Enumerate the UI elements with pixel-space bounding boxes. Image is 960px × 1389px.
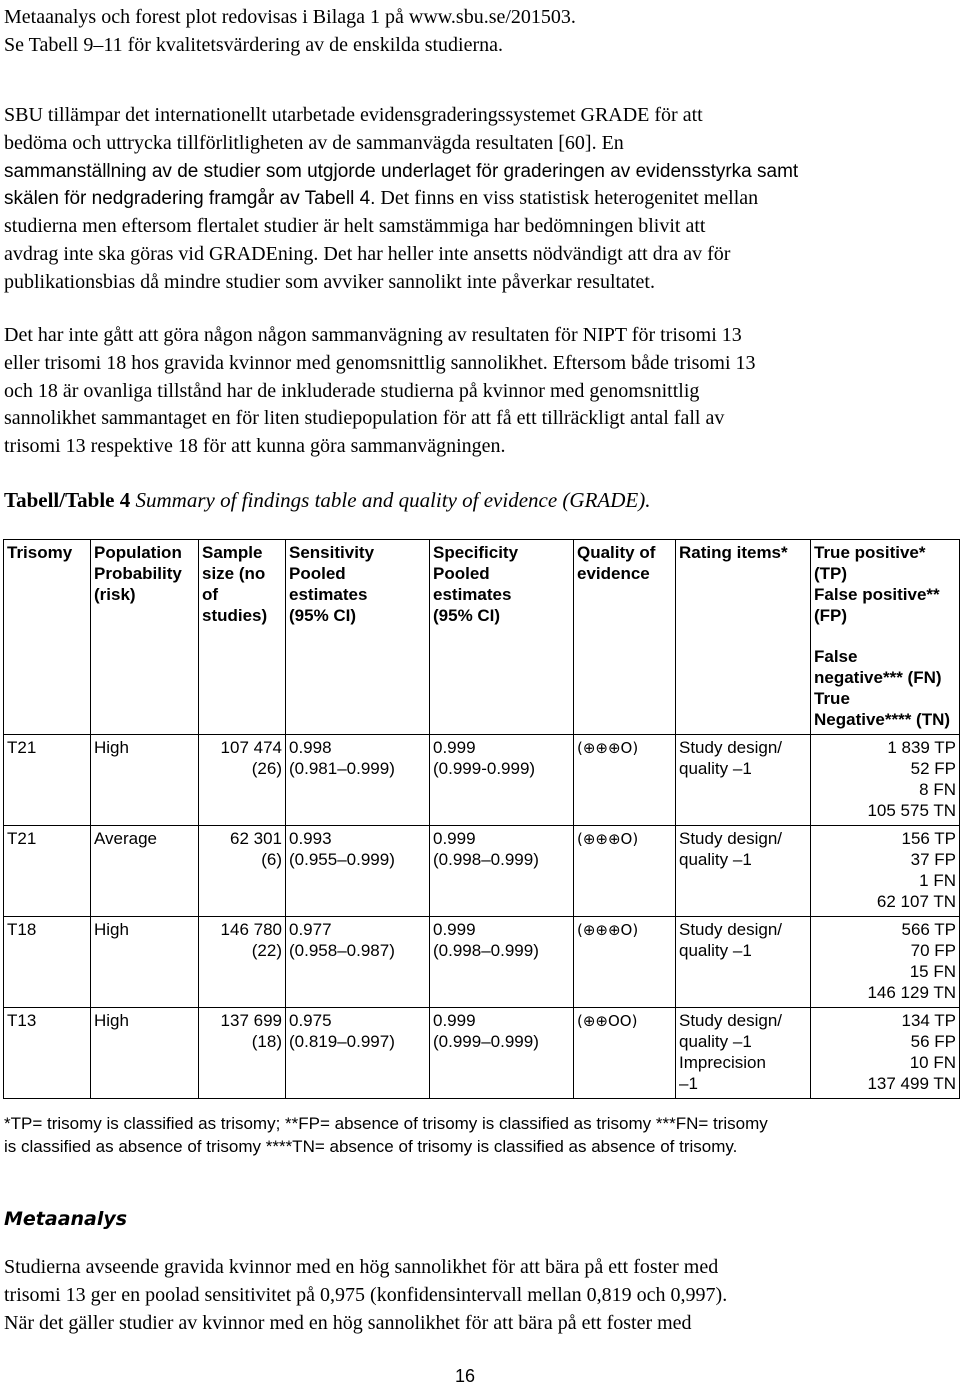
cell-sensitivity: 0.977 (0.958–0.987)	[286, 917, 430, 1008]
cell-sample: 146 780 (22)	[199, 917, 286, 1008]
cell-trisomy: T21	[4, 826, 91, 917]
text-line: eller trisomi 18 hos gravida kvinnor med genomsnittlig sannolikhet. Eftersom både trisomi 13	[4, 351, 756, 374]
text-line: Metaanalys och forest plot redovisas i Bilaga 1 på www.sbu.se/201503.	[4, 6, 576, 28]
cell-population: High	[91, 735, 199, 826]
page-number: 16	[454, 1366, 476, 1386]
header-counts: True positive* (TP) False positive** (FP) False negative*** (FN) True Negative**** (TN)	[811, 540, 960, 735]
cell-quality: (⊕⊕OO)	[574, 1008, 676, 1099]
header-specificity: Specificity Pooled estimates (95% CI)	[430, 540, 574, 735]
cell-quality: (⊕⊕⊕O)	[574, 735, 676, 826]
table-header-row	[4, 540, 960, 735]
cell-rating: Study design/ quality –1	[676, 735, 811, 826]
metaanalysis-paragraph	[4, 1254, 954, 1337]
cell-population: High	[91, 917, 199, 1008]
text-line: trisomi 13 respektive 18 för att kunna göra sammanvägningen.	[4, 435, 506, 458]
table-footnote	[4, 1112, 954, 1158]
cell-counts: 1 839 TP 52 FP 8 FN 105 575 TN	[811, 735, 960, 826]
cell-specificity: 0.999 (0.998–0.999)	[430, 917, 574, 1008]
text-line: *TP= trisomy is classified as trisomy; **FP= absence of trisomy is classified as trisomy ***FN= trisomy	[4, 1114, 768, 1133]
cell-sample: 107 474 (26)	[199, 735, 286, 826]
cell-sensitivity: 0.993 (0.955–0.999)	[286, 826, 430, 917]
cell-population: High	[91, 1008, 199, 1099]
text-line: is classified as absence of trisomy ****TN= absence of trisomy is classified as absence of trisomy.	[4, 1137, 738, 1156]
header-population: Population Probability (risk)	[91, 540, 199, 735]
cell-specificity: 0.999 (0.998–0.999)	[430, 826, 574, 917]
cell-sample: 62 301 (6)	[199, 826, 286, 917]
text-line: studierna men eftersom flertalet studier är helt samstämmiga har bedömningen blivit att	[4, 215, 706, 238]
table-heading	[4, 488, 650, 513]
cell-rating: Study design/ quality –1 Imprecision –1	[676, 1008, 811, 1099]
cell-rating: Study design/ quality –1	[676, 917, 811, 1008]
cell-counts: 156 TP 37 FP 1 FN 62 107 TN	[811, 826, 960, 917]
cell-sample: 137 699 (18)	[199, 1008, 286, 1099]
cell-sensitivity: 0.975 (0.819–0.997)	[286, 1008, 430, 1099]
text-line: SBU tillämpar det internationellt utarbetade evidensgraderingssystemet GRADE för att	[4, 104, 703, 126]
text-line: publikationsbias då mindre studier som avviker sannolikt inte påverkar resultatet.	[4, 270, 655, 293]
nipt-paragraph	[4, 322, 954, 461]
text-line: och 18 är ovanliga tillstånd har de inkluderade studierna på kvinnor med genomsnittlig	[4, 379, 700, 402]
text-line: trisomi 13 ger en poolad sensitivitet på 0,975 (konfidensintervall mellan 0,819 och 0,997).	[4, 1283, 728, 1306]
cell-sensitivity: 0.998 (0.981–0.999)	[286, 735, 430, 826]
table-row	[4, 1008, 960, 1099]
header-quality: Quality of evidence	[574, 540, 676, 735]
cell-trisomy: T21	[4, 735, 91, 826]
cell-trisomy: T18	[4, 917, 91, 1008]
header-sensitivity: Sensitivity Pooled estimates (95% CI)	[286, 540, 430, 735]
table-row	[4, 735, 960, 826]
text-segment: skälen för nedgradering framgår av Tabell 4.	[4, 188, 376, 210]
text-line: När det gäller studier av kvinnor med en hög sannolikhet för att bära på ett foster med	[4, 1311, 692, 1334]
section-heading: Metaanalys	[4, 1208, 128, 1230]
cell-rating: Study design/ quality –1	[676, 826, 811, 917]
header-trisomy: Trisomy	[4, 540, 91, 735]
text-line: avdrag inte ska göras vid GRADEning. Det har heller inte ansetts nödvändigt att dra av för	[4, 242, 731, 265]
cell-counts: 566 TP 70 FP 15 FN 146 129 TN	[811, 917, 960, 1008]
text-line: Det har inte gått att göra någon någon sammanvägning av resultaten för NIPT för trisomi 13	[4, 324, 742, 346]
cell-population: Average	[91, 826, 199, 917]
text-line: sannolikhet sammantaget en för liten studiepopulation för att få ett tillräckligt antal fall av	[4, 407, 725, 430]
cell-specificity: 0.999 (0.999–0.999)	[430, 1008, 574, 1099]
summary-of-findings-table	[3, 539, 960, 1099]
table-caption: Summary of findings table and quality of evidence (GRADE).	[135, 488, 651, 512]
text-line	[4, 185, 954, 213]
text-line: Se Tabell 9–11 för kvalitetsvärdering av de enskilda studierna.	[4, 33, 504, 56]
table-label: Tabell/Table 4	[4, 488, 131, 512]
grade-paragraph	[4, 102, 954, 297]
header-rating: Rating items*	[676, 540, 811, 735]
text-line: sammanställning av de studier som utgjorde underlaget för graderingen av evidensstyrka samt	[4, 160, 799, 182]
table-row	[4, 917, 960, 1008]
cell-trisomy: T13	[4, 1008, 91, 1099]
text-line: Studierna avseende gravida kvinnor med en hög sannolikhet för att bära på ett foster med	[4, 1256, 719, 1278]
cell-counts: 134 TP 56 FP 10 FN 137 499 TN	[811, 1008, 960, 1099]
cell-specificity: 0.999 (0.999-0.999)	[430, 735, 574, 826]
table-row	[4, 826, 960, 917]
header-sample-size: Sample size (no of studies)	[199, 540, 286, 735]
text-line: bedöma och uttrycka tillförlitligheten av de sammanvägda resultaten [60]. En	[4, 131, 624, 154]
text-segment: Det finns en viss statistisk heterogenitet mellan	[380, 187, 759, 210]
cell-quality: (⊕⊕⊕O)	[574, 826, 676, 917]
intro-paragraph	[4, 4, 954, 60]
cell-quality: (⊕⊕⊕O)	[574, 917, 676, 1008]
